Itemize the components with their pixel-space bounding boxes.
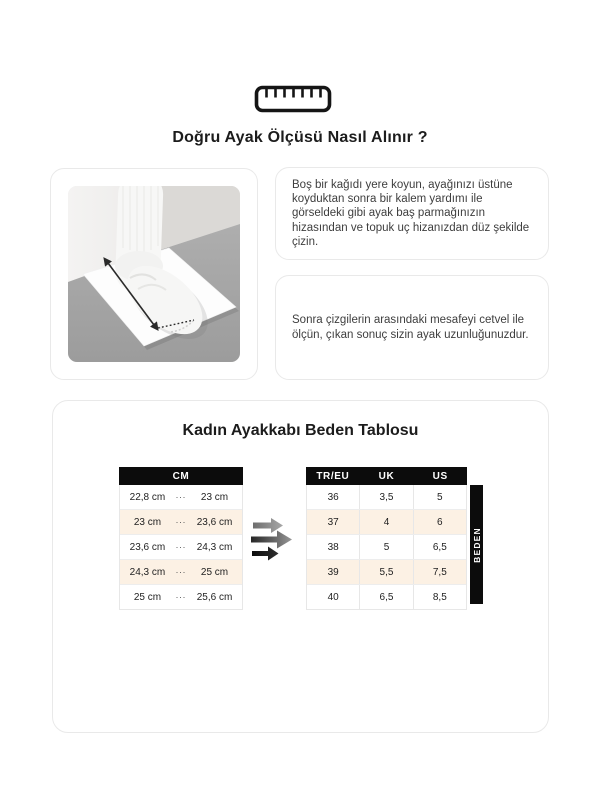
size-us: 7,5 (413, 560, 466, 584)
cm-from: 23,6 cm (129, 541, 166, 553)
cm-to: 25,6 cm (196, 591, 233, 603)
size-treu: 38 (327, 541, 339, 553)
page-title: Doğru Ayak Ölçüsü Nasıl Alınır ? (172, 129, 428, 146)
table-row (120, 485, 242, 509)
size-treu: 36 (327, 491, 339, 503)
cm-table (119, 467, 243, 610)
cm-from: 25 cm (133, 591, 162, 603)
size-uk: 5,5 (359, 560, 412, 584)
ruler-icon (254, 85, 332, 113)
cm-table-header: CM (119, 467, 243, 485)
range-dots: ... (175, 565, 187, 575)
cm-from: 24,3 cm (129, 566, 166, 578)
instruction-step-2 (275, 275, 549, 380)
range-dots: ... (175, 515, 187, 525)
size-us: 6 (413, 510, 466, 534)
size-treu: 40 (327, 591, 339, 603)
size-us: 8,5 (413, 585, 466, 609)
table-row (307, 509, 466, 534)
table-row (307, 584, 466, 609)
range-dots: ... (175, 540, 187, 550)
table-row (307, 534, 466, 559)
size-col-us: US (432, 470, 448, 482)
beden-side-label-text: BEDEN (471, 526, 482, 563)
size-us: 6,5 (413, 535, 466, 559)
table-row (120, 534, 242, 559)
table-row (307, 559, 466, 584)
instruction-step-1 (275, 167, 549, 260)
size-treu: 37 (327, 516, 339, 528)
transfer-arrows-icon (251, 517, 298, 561)
size-uk: 3,5 (359, 485, 412, 509)
instruction-step-2-text: Sonra çizgilerin arasındaki mesafeyi cetvel ile ölçün, çıkan sonuç sizin ayak uzunluğunuzdur. (292, 314, 529, 341)
size-uk: 5 (359, 535, 412, 559)
table-row (120, 509, 242, 534)
foot-measurement-photo (68, 186, 240, 362)
table-row (120, 584, 242, 609)
range-dots: ... (175, 490, 187, 500)
size-chart-title: Kadın Ayakkabı Beden Tablosu (182, 422, 419, 439)
cm-to: 23,6 cm (196, 516, 233, 528)
cm-to: 23 cm (200, 491, 229, 503)
size-uk: 6,5 (359, 585, 412, 609)
table-row (120, 559, 242, 584)
measurement-photo-card (50, 168, 258, 380)
size-treu: 39 (327, 566, 339, 578)
size-col-uk: UK (378, 470, 395, 482)
cm-to: 24,3 cm (196, 541, 233, 553)
beden-side-label (470, 485, 483, 604)
instruction-step-1-text: Boş bir kağıdı yere koyun, ayağınızı üstüne koyduktan sonra bir kalem yardımı ile görseldeki gibi ayak baş parmağınızın hizasından ve topuk uç hizanızdan düz şekilde çizin. (292, 178, 530, 249)
cm-to: 25 cm (200, 566, 229, 578)
cm-from: 23 cm (133, 516, 162, 528)
table-row (307, 485, 466, 509)
size-uk: 4 (359, 510, 412, 534)
range-dots: ... (175, 590, 187, 600)
cm-from: 22,8 cm (129, 491, 166, 503)
size-col-treu: TR/EU (316, 470, 350, 482)
size-table (306, 467, 467, 610)
size-chart-card (52, 400, 549, 733)
size-us: 5 (413, 485, 466, 509)
